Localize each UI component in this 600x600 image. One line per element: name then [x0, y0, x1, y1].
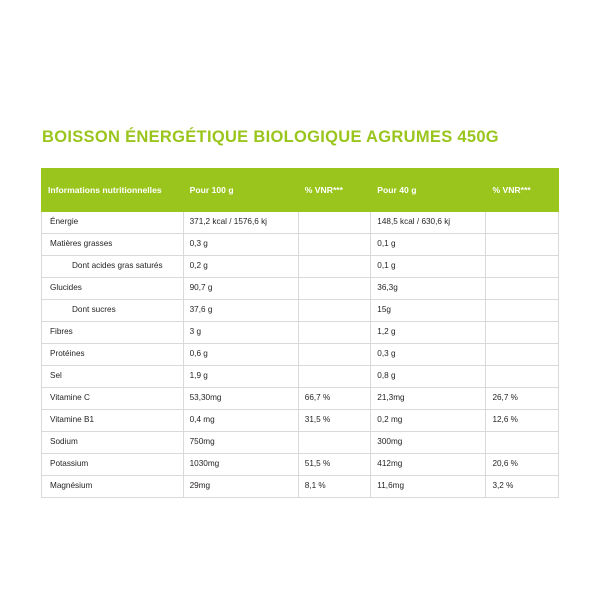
row-label: Énergie	[42, 212, 184, 234]
cell-vnr-100g	[298, 322, 371, 344]
cell-per-40g: 0,3 g	[371, 344, 486, 366]
table-row	[42, 432, 559, 454]
cell-vnr-40g: 12,6 %	[486, 410, 559, 432]
cell-per-40g: 300mg	[371, 432, 486, 454]
cell-per-40g: 0,2 mg	[371, 410, 486, 432]
cell-per-40g: 21,3mg	[371, 388, 486, 410]
row-label: Vitamine B1	[42, 410, 184, 432]
table-row	[42, 454, 559, 476]
table-header	[42, 169, 559, 212]
cell-per-100g: 0,4 mg	[183, 410, 298, 432]
column-header-per-100g: Pour 100 g	[183, 169, 298, 212]
cell-vnr-100g	[298, 432, 371, 454]
cell-per-40g: 0,1 g	[371, 256, 486, 278]
cell-per-40g: 36,3g	[371, 278, 486, 300]
cell-per-100g: 53,30mg	[183, 388, 298, 410]
cell-vnr-100g	[298, 366, 371, 388]
table-body	[42, 212, 559, 498]
cell-per-40g: 15g	[371, 300, 486, 322]
cell-vnr-40g	[486, 212, 559, 234]
cell-per-100g: 0,6 g	[183, 344, 298, 366]
cell-per-100g: 0,2 g	[183, 256, 298, 278]
cell-vnr-100g: 31,5 %	[298, 410, 371, 432]
row-label: Matières grasses	[42, 234, 184, 256]
cell-vnr-40g	[486, 322, 559, 344]
cell-per-100g: 1,9 g	[183, 366, 298, 388]
row-label: Protéines	[42, 344, 184, 366]
row-label: Magnésium	[42, 476, 184, 498]
row-label: Dont acides gras saturés	[42, 256, 184, 278]
cell-vnr-100g	[298, 256, 371, 278]
table-row	[42, 234, 559, 256]
cell-vnr-40g: 26,7 %	[486, 388, 559, 410]
table-row	[42, 366, 559, 388]
cell-per-40g: 0,8 g	[371, 366, 486, 388]
row-label: Sel	[42, 366, 184, 388]
cell-vnr-40g: 20,6 %	[486, 454, 559, 476]
cell-vnr-100g: 51,5 %	[298, 454, 371, 476]
row-label: Sodium	[42, 432, 184, 454]
row-label: Fibres	[42, 322, 184, 344]
table-row	[42, 278, 559, 300]
table-row	[42, 388, 559, 410]
table-header-row	[42, 169, 559, 212]
cell-per-100g: 371,2 kcal / 1576,6 kj	[183, 212, 298, 234]
cell-vnr-100g: 66,7 %	[298, 388, 371, 410]
cell-per-100g: 750mg	[183, 432, 298, 454]
cell-per-100g: 3 g	[183, 322, 298, 344]
cell-per-40g: 1,2 g	[371, 322, 486, 344]
cell-per-100g: 29mg	[183, 476, 298, 498]
cell-per-40g: 0,1 g	[371, 234, 486, 256]
cell-vnr-40g	[486, 300, 559, 322]
cell-vnr-40g	[486, 432, 559, 454]
cell-vnr-100g	[298, 212, 371, 234]
cell-per-40g: 412mg	[371, 454, 486, 476]
cell-per-40g: 11,6mg	[371, 476, 486, 498]
cell-vnr-100g	[298, 234, 371, 256]
column-header-info: Informations nutritionnelles	[42, 169, 184, 212]
table-row	[42, 322, 559, 344]
row-label: Glucides	[42, 278, 184, 300]
table-row	[42, 476, 559, 498]
table-row	[42, 410, 559, 432]
nutrition-table	[41, 168, 559, 498]
cell-vnr-100g: 8,1 %	[298, 476, 371, 498]
page-title: BOISSON ÉNERGÉTIQUE BIOLOGIQUE AGRUMES 450G	[42, 128, 499, 146]
cell-vnr-40g: 3,2 %	[486, 476, 559, 498]
table-row	[42, 212, 559, 234]
cell-per-40g: 148,5 kcal / 630,6 kj	[371, 212, 486, 234]
cell-vnr-40g	[486, 256, 559, 278]
cell-vnr-40g	[486, 234, 559, 256]
column-header-vnr-40g: % VNR***	[486, 169, 559, 212]
table-row	[42, 344, 559, 366]
row-label: Potassium	[42, 454, 184, 476]
cell-vnr-40g	[486, 366, 559, 388]
row-label: Vitamine C	[42, 388, 184, 410]
cell-vnr-100g	[298, 344, 371, 366]
column-header-per-40g: Pour 40 g	[371, 169, 486, 212]
cell-per-100g: 37,6 g	[183, 300, 298, 322]
column-header-vnr-100g: % VNR***	[298, 169, 371, 212]
cell-vnr-100g	[298, 278, 371, 300]
cell-vnr-40g	[486, 344, 559, 366]
row-label: Dont sucres	[42, 300, 184, 322]
cell-vnr-100g	[298, 300, 371, 322]
cell-per-100g: 0,3 g	[183, 234, 298, 256]
cell-per-100g: 1030mg	[183, 454, 298, 476]
table-row	[42, 256, 559, 278]
cell-vnr-40g	[486, 278, 559, 300]
nutrition-table-wrapper	[41, 168, 559, 498]
cell-per-100g: 90,7 g	[183, 278, 298, 300]
table-row	[42, 300, 559, 322]
